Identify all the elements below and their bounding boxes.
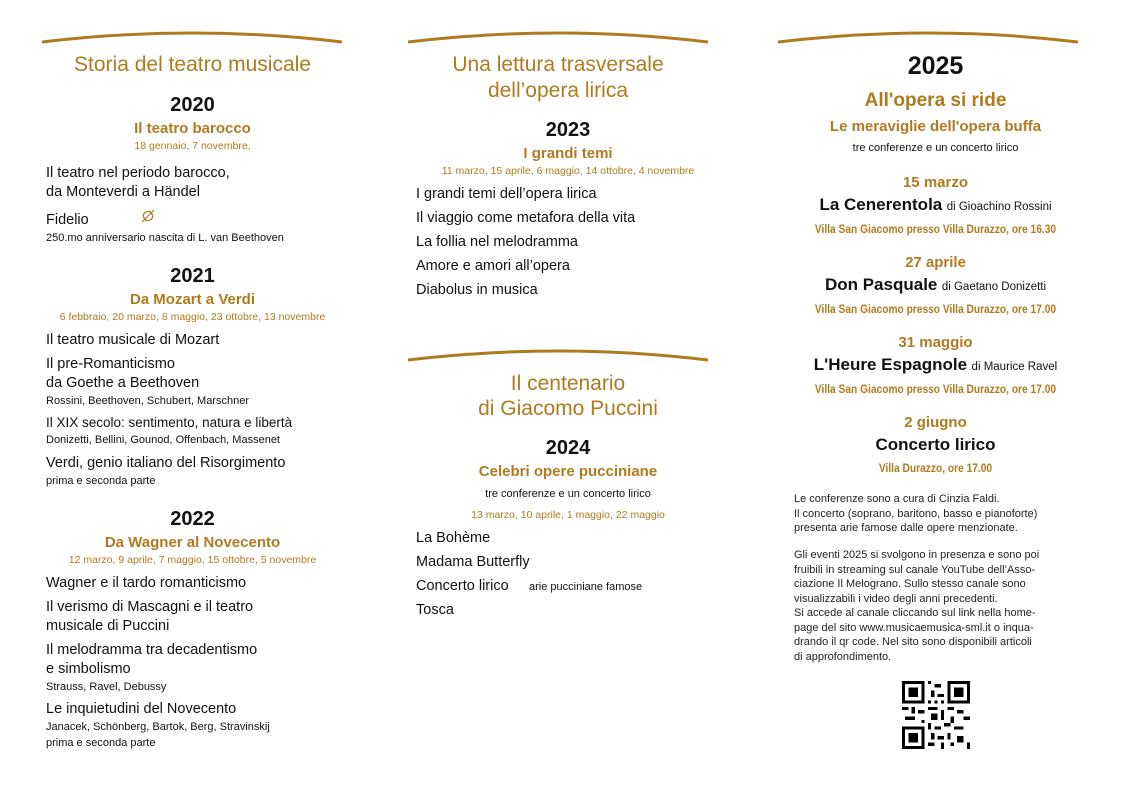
year-2025: 2025 xyxy=(907,52,964,80)
desc-2024: tre conferenze e un concerto lirico xyxy=(485,488,651,500)
info-p1-line2: Il concerto (soprano, baritono, basso e pianoforte) xyxy=(794,507,1038,520)
item-2021-1: Il teatro musicale di Mozart xyxy=(46,332,220,348)
decorative-arc-left xyxy=(42,28,342,48)
info-paragraph-1 xyxy=(794,492,1084,536)
event3-title xyxy=(778,355,1093,375)
dates-2022: 12 marzo, 9 aprile, 7 maggio, 15 ottobre, 5 novembre xyxy=(68,554,317,566)
info-paragraph-2 xyxy=(794,548,1084,664)
col2-title-line3: Il centenario xyxy=(510,372,626,395)
item-2022-1: Wagner e il tardo romanticismo xyxy=(46,575,247,591)
col3-desc: tre conferenze e un concerto lirico xyxy=(852,142,1019,154)
info-p2-line7: drando il qr code. Nel sito sono disponibili articoli xyxy=(794,636,1032,648)
item-2023-2: Il viaggio come metafora della vita xyxy=(416,210,636,226)
item-2022-2a: Il verismo di Mascagni e il teatro xyxy=(46,599,254,615)
info-p2-line8: di approfondimento. xyxy=(794,650,892,663)
info-p2-line5: Si accede al canale cliccando sul link nella home- xyxy=(794,607,1036,619)
event1-date: 15 marzo xyxy=(902,174,969,191)
year-2021: 2021 xyxy=(170,265,215,287)
event4-opera: Concerto lirico xyxy=(875,435,996,454)
item-2022-3b: e simbolismo xyxy=(46,661,131,677)
info-p2-line3: ciazione Il Melograno. Sullo stesso canale sono xyxy=(794,578,1026,590)
col2-title-line4: di Giacomo Puccini xyxy=(478,397,658,420)
item-2022-2b: musicale di Puccini xyxy=(46,618,170,634)
event1-composer: di Gioachino Rossini xyxy=(946,201,1052,213)
decorative-arc-middle-bottom xyxy=(408,346,708,366)
note-2020-2: 250.mo anniversario nascita di L. van Beethoven xyxy=(46,232,284,244)
info-p1-line3: presenta arie famose dalle opere menzionate. xyxy=(794,522,1018,534)
event3-date: 31 maggio xyxy=(898,334,973,351)
subtitle-2024: Celebri opere pucciniane xyxy=(478,463,658,480)
event2-title xyxy=(778,275,1093,295)
subtitle-2020: Il teatro barocco xyxy=(134,120,251,137)
decorative-arc-right xyxy=(778,28,1078,48)
dates-2024: 13 marzo, 10 aprile, 1 maggio, 22 maggio xyxy=(471,509,665,521)
col1-title: Storia del teatro musicale xyxy=(74,53,311,76)
dates-2021: 6 febbraio, 20 marzo, 8 maggio, 23 ottobre, 13 novembre xyxy=(59,311,326,323)
event2-date: 27 aprile xyxy=(905,254,966,271)
subtitle-2022: Da Wagner al Novecento xyxy=(104,534,281,551)
subtitle-2021: Da Mozart a Verdi xyxy=(129,291,256,308)
col2-title-line1: Una lettura trasversale xyxy=(452,53,664,76)
item-2020-2: Fidelio xyxy=(46,212,89,228)
year-2023: 2023 xyxy=(545,119,591,141)
item-2023-5: Diabolus in musica xyxy=(416,282,538,298)
item-2023-3: La follia nel melodramma xyxy=(416,234,578,250)
year-2020: 2020 xyxy=(170,94,215,116)
year-2022: 2022 xyxy=(170,508,215,530)
event1-title xyxy=(778,195,1093,215)
note-2021-3: Donizetti, Bellini, Gounod, Offenbach, Massenet xyxy=(46,434,280,446)
event3-opera: L'Heure Espagnole xyxy=(813,355,968,374)
item-2021-3: Il XIX secolo: sentimento, natura e libertà xyxy=(46,415,293,430)
event3-composer: di Maurice Ravel xyxy=(971,361,1058,373)
info-p2-line6: page del sito www.musicaemusica-sml.it o inqua- xyxy=(794,621,1034,634)
info-p2-line2: fruibili in streaming sul canale YouTube dell’Asso- xyxy=(794,563,1036,576)
qr-code-icon[interactable] xyxy=(902,681,970,749)
event4-date: 2 giugno xyxy=(904,414,967,431)
event4-title xyxy=(778,435,1093,455)
subtitle-2023: I grandi temi xyxy=(523,145,613,162)
event2-opera: Don Pasquale xyxy=(824,275,938,294)
info-p1-line1: Le conferenze sono a cura di Cinzia Faldi. xyxy=(794,493,1000,505)
note-2022-4b: prima e seconda parte xyxy=(46,737,156,749)
item-2024-3: Concerto lirico xyxy=(416,578,509,594)
item-2021-4: Verdi, genio italiano del Risorgimento xyxy=(46,455,286,471)
col2-title-line2: dell’opera lirica xyxy=(487,79,629,102)
info-p2-line1: Gli eventi 2025 si svolgono in presenza e sono poi xyxy=(794,549,1040,561)
item-2021-2a: Il pre-Romanticismo xyxy=(46,356,175,372)
item-2024-4: Tosca xyxy=(416,602,454,618)
event3-venue: Villa San Giacomo presso Villa Durazzo, ore 17.00 xyxy=(814,382,1057,396)
bust-icon xyxy=(138,206,158,226)
note-2021-4: prima e seconda parte xyxy=(46,475,156,487)
col3-title: All'opera si ride xyxy=(864,90,1007,111)
item-2024-2: Madama Butterfly xyxy=(416,554,530,570)
dates-2020: 18 gennaio, 7 novembre, xyxy=(134,140,251,152)
event1-venue: Villa San Giacomo presso Villa Durazzo, ore 16.30 xyxy=(814,222,1057,236)
item-2024-1: La Bohème xyxy=(416,530,491,546)
info-p2-line4: visualizzabili i video degli anni precedenti. xyxy=(794,592,998,605)
event2-venue: Villa San Giacomo presso Villa Durazzo, ore 17.00 xyxy=(814,302,1057,316)
col3-subtitle: Le meraviglie dell'opera buffa xyxy=(829,118,1042,135)
item-2020-1b: da Monteverdi a Händel xyxy=(46,184,200,200)
event1-opera: La Cenerentola xyxy=(819,195,943,214)
event4-venue: Villa Durazzo, ore 17.00 xyxy=(878,461,993,475)
decorative-arc-middle-top xyxy=(408,28,708,48)
year-2024: 2024 xyxy=(545,437,591,459)
item-2021-2b: da Goethe a Beethoven xyxy=(46,375,200,391)
dates-2023: 11 marzo, 15 aprile, 6 maggio, 14 ottobre, 4 novembre xyxy=(441,165,695,177)
note-2022-4a: Janacek, Schönberg, Bartok, Berg, Stravinskij xyxy=(46,721,270,733)
note-2024-3: arie pucciniane famose xyxy=(529,581,643,593)
item-2020-1a: Il teatro nel periodo barocco, xyxy=(46,165,230,181)
item-2023-4: Amore e amori all’opera xyxy=(416,258,570,274)
note-2021-2: Rossini, Beethoven, Schubert, Marschner xyxy=(46,395,249,407)
item-2022-4: Le inquietudini del Novecento xyxy=(46,701,237,717)
item-2022-3a: Il melodramma tra decadentismo xyxy=(46,642,258,658)
note-2022-3: Strauss, Ravel, Debussy xyxy=(46,681,167,693)
item-2023-1: I grandi temi dell’opera lirica xyxy=(416,186,597,202)
event2-composer: di Gaetano Donizetti xyxy=(941,281,1047,293)
